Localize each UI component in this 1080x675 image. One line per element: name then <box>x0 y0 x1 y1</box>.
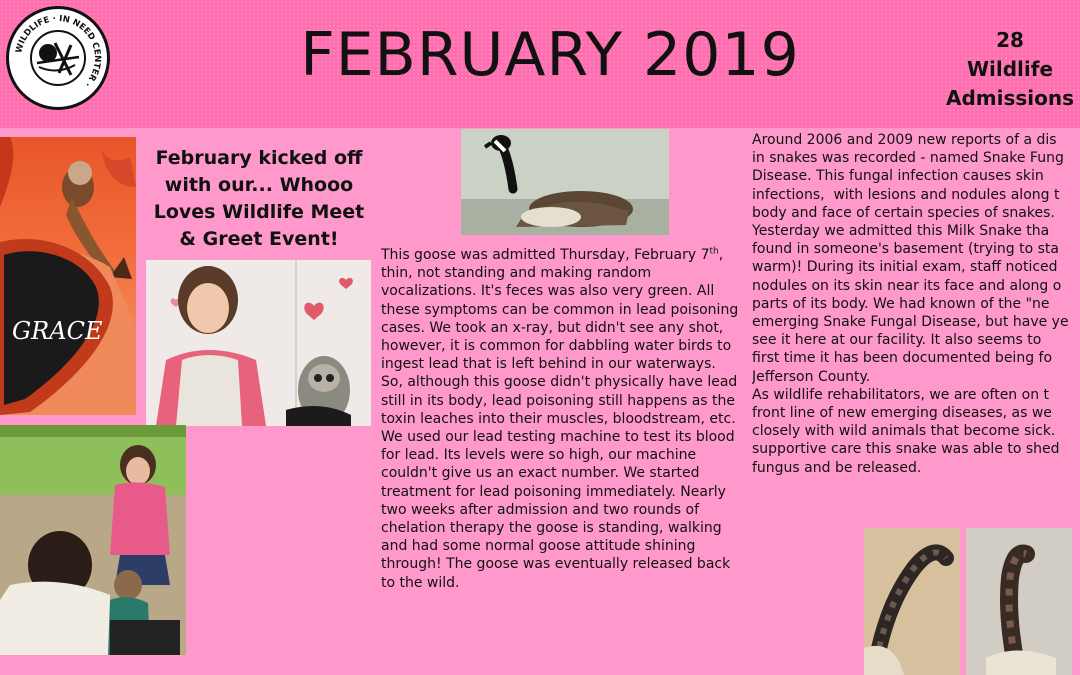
logo-emblem-icon <box>9 9 107 107</box>
page-title: FEBRUARY 2019 <box>300 20 800 90</box>
admissions-badge <box>940 26 1080 113</box>
header-banner <box>0 0 1080 128</box>
goose-story-text <box>381 246 741 592</box>
kestrel-heart-photo <box>0 137 136 415</box>
woman-owl-photo <box>146 260 371 426</box>
admissions-label-line2: Admissions <box>945 86 1075 110</box>
children-owl-event-photo <box>0 425 186 655</box>
milk-snake-photo-left <box>864 528 960 675</box>
logo-ring-text: WILDLIFE · IN NEED CENTER · <box>14 13 103 89</box>
goose-text-before: This goose was admitted Thursday, February 7 <box>381 247 710 263</box>
goose-text-superscript: th <box>709 246 719 257</box>
event-heading: February kicked off with our... Whooo Loves Wildlife Meet & Greet Event! <box>153 147 365 250</box>
milk-snake-photo-right <box>966 528 1072 675</box>
admissions-count: 28 <box>996 28 1024 52</box>
goose-photo <box>461 129 669 235</box>
heart-sign-text: GRACE <box>12 317 103 345</box>
snake-story-text: Around 2006 and 2009 new reports of a dis in snakes was recorded - named Snake Fung Disease. This fungal infection causes skin infections, with lesions and nodules along t body and face of certain species of snakes. Yesterday we admitted this Milk Snake tha found in someone's basement (trying to sta warm)! During its initial exam, staff noticed nodules on its skin near its face and along o parts of its body. We had known of the "ne emerging Snake Fungal Disease, but have ye see it here at our facility. It also seems to first time it has been documented being fo Jefferson County. As wildlife rehabilitators, we are often on t front line of new emerging diseases, as we closely with wild animals that become sick. supportive care this snake was able to shed fungus and be released. <box>752 132 1069 476</box>
admissions-label-line1: Wildlife <box>966 57 1054 81</box>
goose-text-after: , thin, not standing and making random vocalizations. It's feces was also very green. All these symptoms can be common in lead poisoning cases. We took an x-ray, but didn't see any shot, however, it is common for dabbling water birds to ingest lead that is left behind in our waterways. So, although this goose didn't physically have lead still in its body, lead poisoning still happens as the toxin leaches into their muscles, bloodstream, etc. We used our lead testing machine to test its blood for lead. Its levels were so high, our machine couldn't give us an exact number. We started treatment for lead poisoning immediately. Nearly two weeks after admission and two rounds of chelation therapy the goose is standing, walking and had some normal goose attitude shining through! The goose was eventually released back to the wild. <box>381 247 739 591</box>
wildlife-center-logo <box>6 6 110 110</box>
